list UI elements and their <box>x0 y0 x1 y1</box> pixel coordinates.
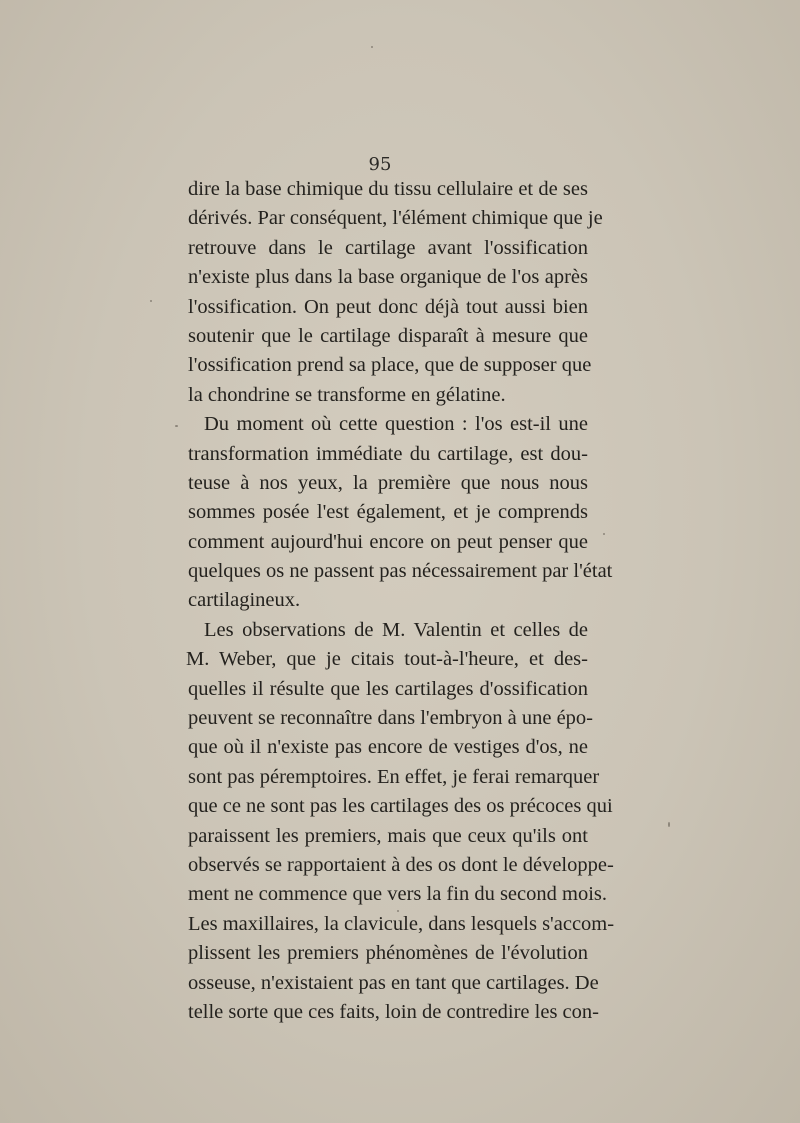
page-number: 95 <box>368 154 392 175</box>
text-line: que ce ne sont pas les cartilages des os précoces qui <box>188 795 613 818</box>
text-line: sont pas péremptoires. En effet, je ferai remarquer <box>188 765 600 788</box>
paper-speck <box>371 46 373 48</box>
paper-speck <box>150 300 152 302</box>
text-line: retrouve dans le cartilage avant l'ossification <box>188 236 588 259</box>
text-line: quelles il résulte que les cartilages d'ossification <box>188 677 588 700</box>
text-line: l'ossification prend sa place, que de supposer que <box>188 354 592 377</box>
text-line: sommes posée l'est également, et je comprends <box>188 501 588 524</box>
text-line: osseuse, n'existaient pas en tant que cartilages. De <box>188 971 599 994</box>
text-line: telle sorte que ces faits, loin de contredire les con- <box>188 1000 599 1023</box>
text-line: dérivés. Par conséquent, l'élément chimique que je <box>188 207 603 230</box>
text-line: comment aujourd'hui encore on peut penser que <box>188 530 588 553</box>
text-line: paraissent les premiers, mais que ceux qu'ils ont <box>188 824 588 847</box>
text-line: teuse à nos yeux, la première que nous nous <box>188 471 588 494</box>
text-line: Les observations de M. Valentin et celles de <box>204 618 588 641</box>
text-line: quelques os ne passent pas nécessairement par l'état <box>188 560 613 583</box>
text-line: soutenir que le cartilage disparaît à mesure que <box>188 324 588 347</box>
text-line: la chondrine se transforme en gélatine. <box>188 383 506 406</box>
text-line: transformation immédiate du cartilage, est dou- <box>188 442 588 465</box>
paper-speck <box>603 533 605 535</box>
text-line: que où il n'existe pas encore de vestiges d'os, ne <box>188 736 588 759</box>
body-text <box>186 175 615 1027</box>
text-line: peuvent se reconnaître dans l'embryon à une épo- <box>188 707 593 730</box>
paper-speck <box>175 425 178 427</box>
text-line: observés se rapportaient à des os dont le développe- <box>188 853 614 876</box>
paper-speck <box>668 822 670 827</box>
text-line: Les maxillaires, la clavicule, dans lesquels s'accom- <box>188 912 615 935</box>
text-line: Du moment où cette question : l'os est-il une <box>204 413 588 436</box>
text-line: n'existe plus dans la base organique de l'os après <box>188 266 588 289</box>
text-line: M. Weber, que je citais tout-à-l'heure, et des- <box>186 648 588 671</box>
text-line: cartilagineux. <box>188 589 301 612</box>
text-line: plissent les premiers phénomènes de l'évolution <box>188 942 588 965</box>
text-line: dire la base chimique du tissu cellulaire et de ses <box>188 178 588 200</box>
text-line: l'ossification. On peut donc déjà tout aussi bien <box>188 295 588 318</box>
text-line: ment ne commence que vers la fin du second mois. <box>188 883 607 906</box>
paper-speck <box>397 910 399 912</box>
